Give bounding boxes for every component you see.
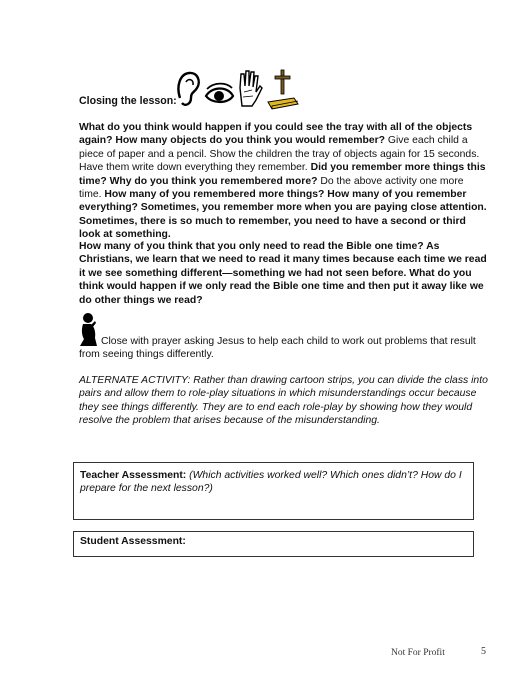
text-run: What do you think would happen if you could see the tray with all of the objects again? How many objects do you think you would remember?	[79, 122, 473, 147]
student-assessment-label: Student Assessment:	[80, 536, 186, 547]
senses-icons	[176, 68, 300, 110]
page-number: 5	[481, 646, 486, 657]
reflection-paragraph	[79, 121, 487, 242]
closing-text: Close with prayer asking Jesus to help each child to work out problems that result from seeing things differently.	[79, 336, 476, 361]
teacher-assessment-label: Teacher Assessment:	[80, 470, 187, 481]
closing-prayer	[79, 335, 489, 362]
bible-paragraph: How many of you think that you only need to read the Bible one time? As Christians, we learn that we need to read it many times because each time we read it we see something different—something we had not seen before. What do you think would happen if we only read the Bible one time and then put it away like we do other things we read?	[79, 241, 487, 306]
footer-text: Not For Profit	[391, 648, 445, 658]
alternate-activity: ALTERNATE ACTIVITY: Rather than drawing cartoon strips, you can divide the class into pairs and allow them to role-play situations in which misunderstandings occur because they see things differently. They are to end each role-play by showing how they would resolve the problem that arises because of the misunderstanding.	[79, 375, 488, 427]
eye-icon	[206, 84, 233, 102]
section-heading: Closing the lesson:	[79, 95, 177, 107]
text-run: Give each child a piece of paper and a pencil. Show the children the tray of objects again for 15 seconds. Have them write down everything they remember.	[79, 135, 480, 174]
ear-icon	[178, 73, 198, 105]
teacher-assessment-box[interactable]	[73, 462, 474, 520]
student-assessment-box[interactable]	[73, 531, 474, 557]
text-run: How many of you remembered more things? How many of you remember everything? Sometimes, you remember more when you are paying close attention. Sometimes, there is so much to remember, you need to have a second or third look at something.	[79, 189, 487, 241]
text-run: Do the above activity one more time.	[79, 175, 464, 201]
hand-icon	[240, 71, 262, 106]
text-run: Did you remember more things this time? Why do you think you remembered more?	[79, 162, 486, 187]
cross-on-book-icon	[268, 70, 298, 109]
teacher-assessment-prompt: (Which activities worked well? Which ones didn’t? How do I prepare for the next lesson?)	[80, 470, 462, 495]
